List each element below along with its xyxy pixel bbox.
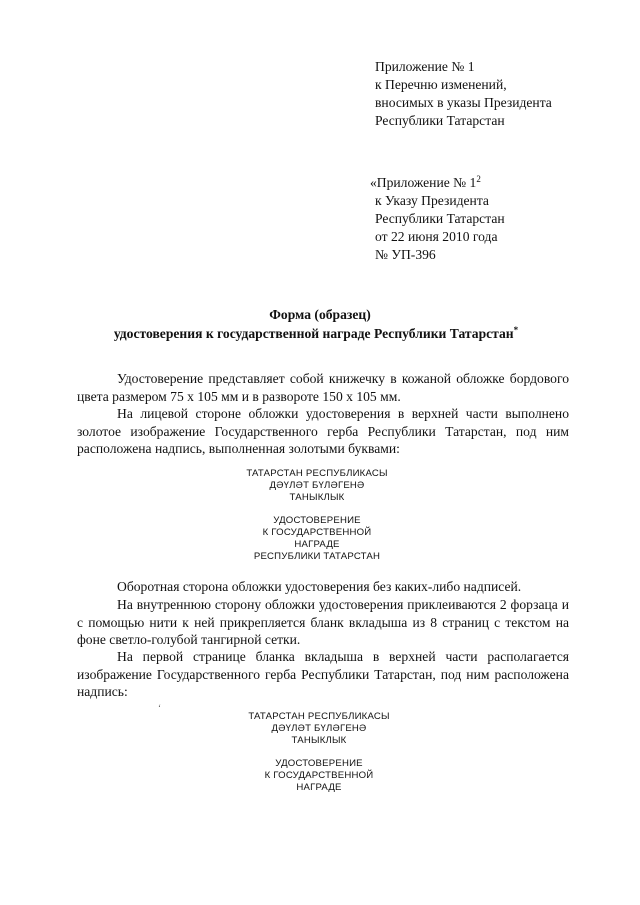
form-title-footnote-mark: * bbox=[513, 325, 519, 335]
cover-inscription-line-7: РЕСПУБЛИКИ ТАТАРСТАН bbox=[253, 551, 381, 562]
cover-inscription-line-5: К ГОСУДАРСТВЕННОЙ bbox=[262, 527, 372, 538]
scan-mark: ʻ bbox=[158, 703, 161, 713]
paragraph-2 bbox=[77, 405, 569, 458]
cover-inscription-line-4: УДОСТОВЕРЕНИЕ bbox=[273, 515, 361, 526]
annex-2-line-4: от 22 июня 2010 года bbox=[375, 229, 498, 244]
annex-2-line-5: № УП-396 bbox=[375, 247, 436, 262]
annex-2-superscript: 2 bbox=[476, 174, 481, 184]
form-title-line-2 bbox=[0, 325, 636, 343]
annex-2-line-1-text: «Приложение № 1 bbox=[370, 175, 477, 190]
cover-inscription-line-2: ДӘҮЛӘТ БҮЛӘГЕНӘ bbox=[269, 480, 365, 491]
form-title-line-1: Форма (образец) bbox=[269, 307, 371, 322]
form-title-line-2-text: удостоверения к государственной награде Республики Татарстан bbox=[113, 326, 514, 341]
annex-1-line-4: Республики Татарстан bbox=[375, 113, 505, 128]
paragraph-3-text: Оборотная сторона обложки удостоверения без каких-либо надписей. bbox=[117, 579, 522, 594]
page-inscription-line-2: ДӘҮЛӘТ БҮЛӘГЕНӘ bbox=[271, 723, 367, 734]
paragraph-4 bbox=[77, 596, 569, 649]
page-inscription-line-4: УДОСТОВЕРЕНИЕ bbox=[275, 758, 363, 769]
cover-inscription-line-3: ТАНЫКЛЫК bbox=[289, 492, 345, 503]
page-inscription-line-6: НАГРАДЕ bbox=[296, 782, 342, 793]
paragraph-5 bbox=[77, 648, 569, 701]
annex-2-line-2: к Указу Президента bbox=[375, 193, 489, 208]
annex-2-line-1 bbox=[370, 174, 481, 192]
paragraph-5-text: На первой странице бланка вкладыша в верхней части располагается изображение Государственного герба Республики Татарстан, под ним расположена надпись: bbox=[77, 649, 569, 699]
page-inscription-line-5: К ГОСУДАРСТВЕННОЙ bbox=[264, 770, 374, 781]
paragraph-1 bbox=[77, 370, 569, 405]
page-inscription-line-3: ТАНЫКЛЫК bbox=[291, 735, 347, 746]
annex-2-line-3: Республики Татарстан bbox=[375, 211, 505, 226]
paragraph-2-text: На лицевой стороне обложки удостоверения в верхней части выполнено золотое изображение Государственного герба Республики Татарстан, под ним расположена надпись, выполненная золотыми буквами: bbox=[77, 406, 569, 456]
page-inscription-line-1: ТАТАРСТАН РЕСПУБЛИКАСЫ bbox=[248, 711, 390, 722]
annex-1-line-3: вносимых в указы Президента bbox=[375, 95, 552, 110]
cover-inscription-line-1: ТАТАРСТАН РЕСПУБЛИКАСЫ bbox=[246, 468, 388, 479]
paragraph-4-text: На внутреннюю сторону обложки удостоверения приклеиваются 2 форзаца и с помощью нити к ней прикрепляется бланк вкладыша из 8 страниц с текстом на фоне светло-голубой тангирной сетки. bbox=[77, 597, 569, 647]
cover-inscription-line-6: НАГРАДЕ bbox=[294, 539, 340, 550]
annex-1-line-1: Приложение № 1 bbox=[375, 59, 475, 74]
paragraph-1-text: Удостоверение представляет собой книжечку в кожаной обложке бордового цвета размером 75 х 105 мм и в развороте 150 х 105 мм. bbox=[77, 371, 569, 404]
paragraph-3 bbox=[77, 578, 569, 596]
annex-1-line-2: к Перечню изменений, bbox=[375, 77, 507, 92]
